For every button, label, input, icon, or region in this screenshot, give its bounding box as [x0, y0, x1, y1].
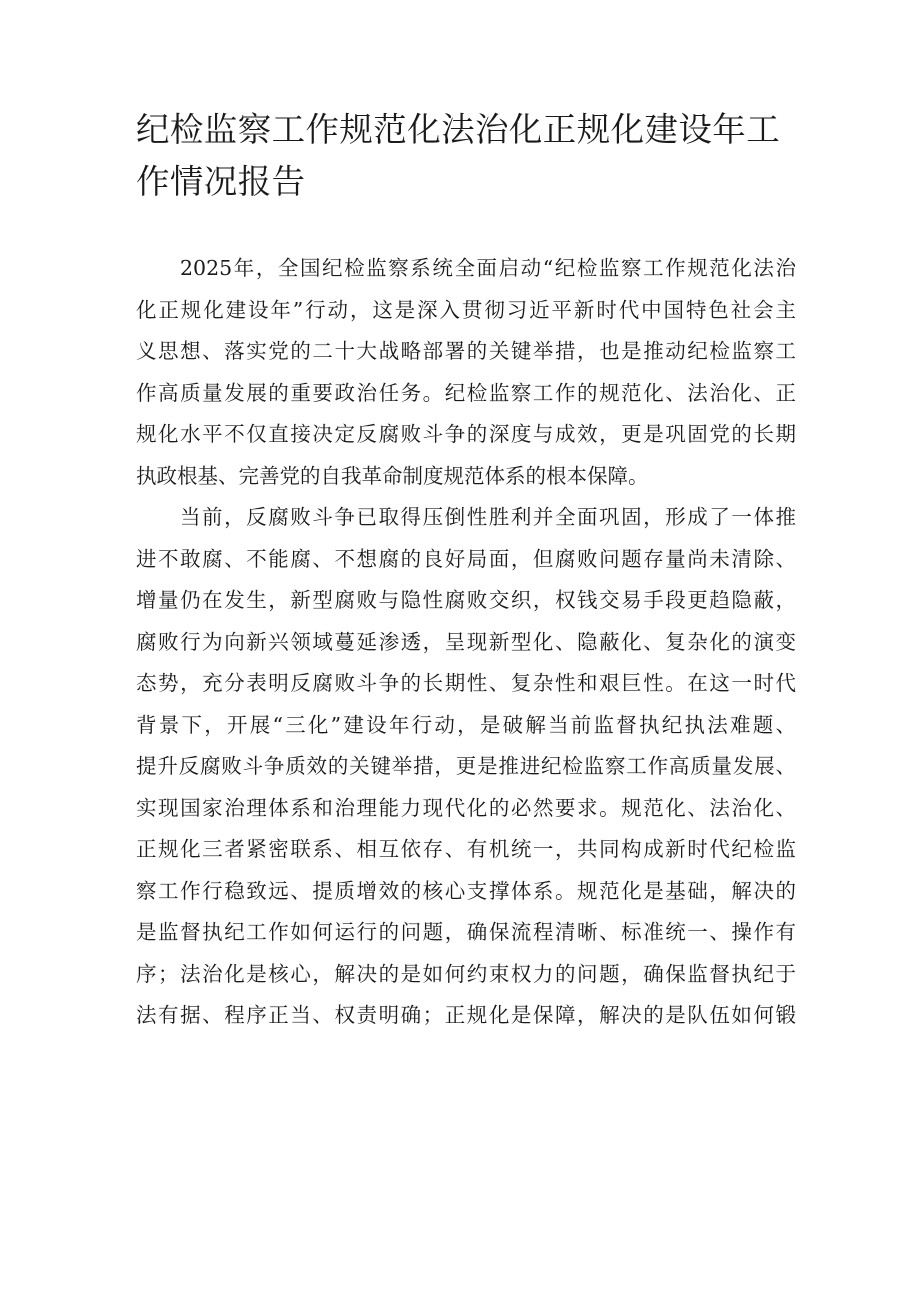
paragraph-1: [136, 248, 796, 497]
text-line: 态势，充分表明反腐败斗争的长期性、复杂性和艰巨性。在这一时代: [136, 671, 796, 695]
document-title: [136, 104, 796, 208]
paragraph-2: [136, 497, 796, 1037]
text-line: 腐败行为向新兴领域蔓延渗透，呈现新型化、隐蔽化、复杂化的演变: [136, 629, 796, 654]
text-line: 化正规化建设年”行动，这是深入贯彻习近平新时代中国特色社会主: [136, 297, 796, 322]
text-line: 法有据、程序正当、权责明确；正规化是保障，解决的是队伍如何锻: [136, 1003, 796, 1027]
text-line: 当前，反腐败斗争已取得压倒性胜利并全面巩固，形成了一体推: [180, 505, 796, 529]
text-line: 实现国家治理体系和治理能力现代化的必然要求。规范化、法治化、: [136, 795, 796, 820]
title-line: 纪检监察工作规范化法治化正规化建设年工: [136, 110, 781, 149]
document-body: [136, 248, 796, 1037]
title-line: 作情况报告: [136, 162, 306, 201]
text-line: 规化水平不仅直接决定反腐败斗争的深度与成效，更是巩固党的长期: [136, 422, 796, 446]
text-line: 义思想、落实党的二十大战略部署的关键举措，也是推动纪检监察工: [136, 339, 796, 363]
text-line: 作高质量发展的重要政治任务。纪检监察工作的规范化、法治化、正: [136, 380, 796, 405]
text-line: 增量仍在发生，新型腐败与隐性腐败交织，权钱交易手段更趋隐蔽，: [136, 588, 796, 612]
text-line: 2025年，全国纪检监察系统全面启动“纪检监察工作规范化法治: [180, 256, 796, 280]
text-line: 正规化三者紧密联系、相互依存、有机统一，共同构成新时代纪检监: [136, 837, 796, 861]
text-line: 背景下，开展“三化”建设年行动，是破解当前监督执纪执法难题、: [136, 712, 796, 737]
text-line: 序；法治化是核心，解决的是如何约束权力的问题，确保监督执纪于: [136, 961, 796, 986]
text-line: 是监督执纪工作如何运行的问题，确保流程清晰、标准统一、操作有: [136, 920, 796, 944]
text-line: 执政根基、完善党的自我革命制度规范体系的根本保障。: [136, 463, 649, 488]
text-line: 提升反腐败斗争质效的关键举措，更是推进纪检监察工作高质量发展、: [136, 754, 796, 778]
text-line: 进不敢腐、不能腐、不想腐的良好局面，但腐败问题存量尚未清除、: [136, 546, 796, 571]
text-line: 察工作行稳致远、提质增效的核心支撑体系。规范化是基础，解决的: [136, 878, 796, 903]
